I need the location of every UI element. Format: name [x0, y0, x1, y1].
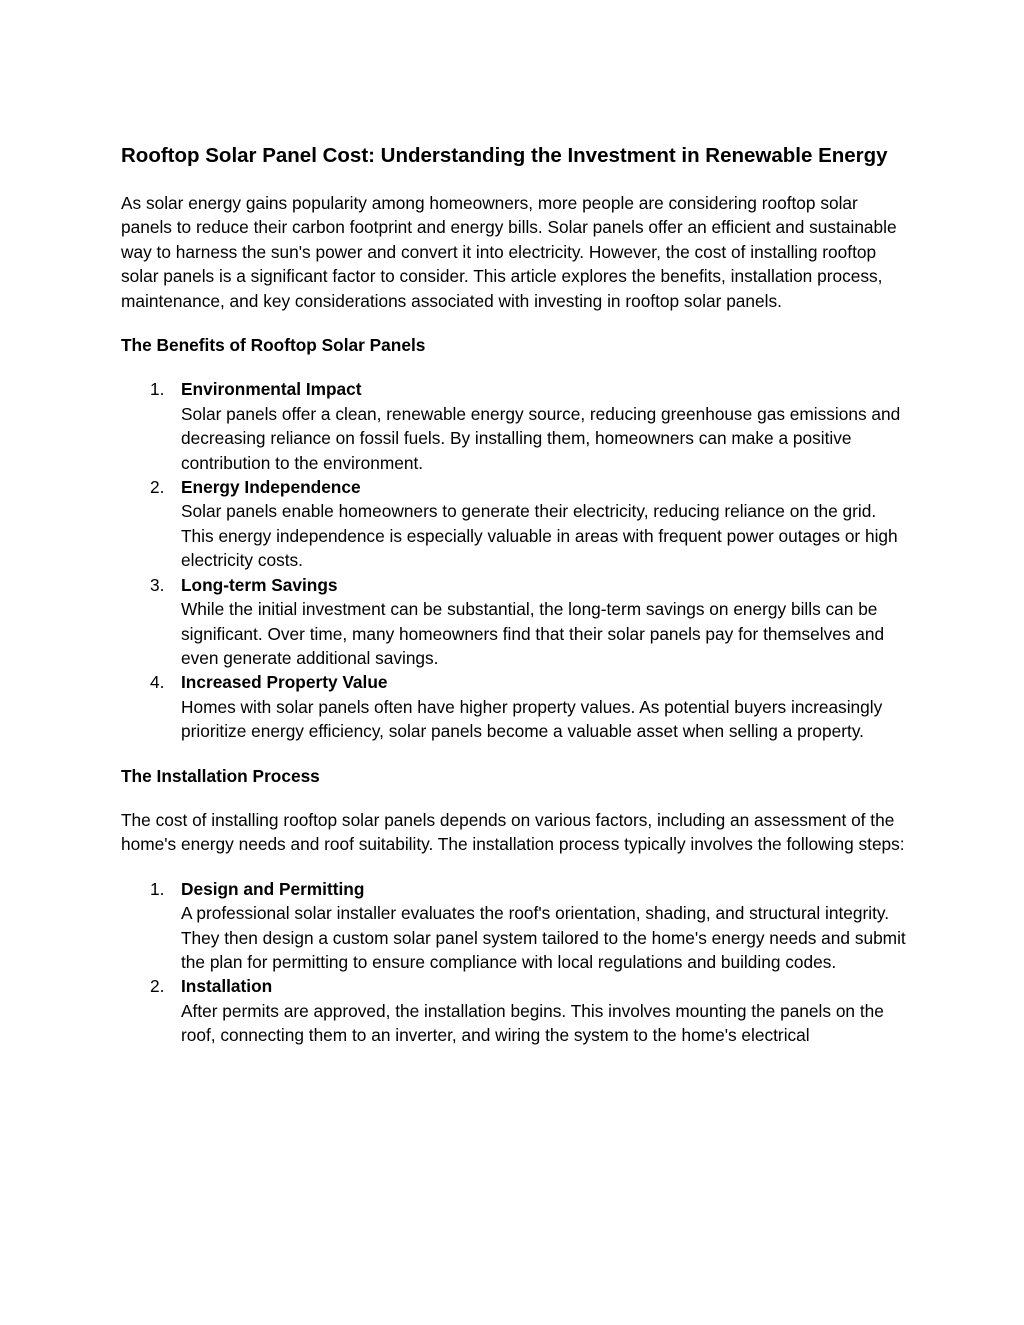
document-title: Rooftop Solar Panel Cost: Understanding the Investment in Renewable Energy	[121, 144, 888, 167]
list-item-body: After permits are approved, the installation begins. This involves mounting the panels on the roof, connecting them to an inverter, and wiring the system to the home's electrical	[181, 1000, 884, 1046]
list-item	[121, 974, 911, 1047]
list-item	[121, 377, 911, 475]
document-page	[121, 142, 911, 1068]
benefits-list	[121, 377, 911, 743]
list-item-body: Solar panels offer a clean, renewable energy source, reducing greenhouse gas emissions and decreasing reliance on fossil fuels. By installing them, homeowners can make a positive contribution to the environment.	[181, 403, 901, 473]
list-number: 2.	[150, 976, 165, 997]
list-item-title: Installation	[181, 976, 273, 997]
list-item	[121, 877, 911, 975]
list-number: 4.	[150, 672, 165, 693]
list-number: 2.	[150, 477, 165, 498]
list-item	[121, 573, 911, 671]
list-item-title: Environmental Impact	[181, 379, 362, 400]
list-item-body: Solar panels enable homeowners to generate their electricity, reducing reliance on the grid. This energy independence is especially valuable in areas with frequent power outages or high electricity costs.	[181, 501, 898, 571]
list-item-body: A professional solar installer evaluates the roof's orientation, shading, and structural integrity. They then design a custom solar panel system tailored to the home's energy needs and submit the plan for permitting to ensure compliance with local regulations and building codes.	[181, 903, 906, 972]
intro-paragraph: As solar energy gains popularity among homeowners, more people are considering rooftop solar panels to reduce their carbon footprint and energy bills. Solar panels offer an efficient and sustainable way to harness the sun's power and convert it into electricity. However, the cost of installing rooftop solar panels is a significant factor to consider. This article explores the benefits, installation process, maintenance, and key considerations associated with investing in rooftop solar panels.	[121, 193, 897, 311]
list-item	[121, 475, 911, 573]
list-item-body: While the initial investment can be substantial, the long-term savings on energy bills can be significant. Over time, many homeowners find that their solar panels pay for themselves and even generate additional savings.	[181, 599, 885, 668]
list-item	[121, 670, 911, 743]
list-item-title: Energy Independence	[181, 477, 361, 498]
list-item-title: Design and Permitting	[181, 878, 365, 899]
installation-heading: The Installation Process	[121, 765, 320, 786]
benefits-heading: The Benefits of Rooftop Solar Panels	[121, 335, 426, 356]
installation-intro: The cost of installing rooftop solar panels depends on various factors, including an assessment of the home's energy needs and roof suitability. The installation process typically involves the following steps:	[121, 809, 905, 855]
list-number: 1.	[150, 878, 165, 899]
installation-steps-list	[121, 877, 911, 1048]
list-item-body: Homes with solar panels often have higher property values. As potential buyers increasingly prioritize energy efficiency, solar panels become a valuable asset when selling a property.	[181, 696, 883, 742]
list-number: 1.	[150, 379, 165, 400]
list-item-title: Long-term Savings	[181, 574, 338, 595]
list-item-title: Increased Property Value	[181, 672, 388, 693]
list-number: 3.	[150, 574, 165, 595]
